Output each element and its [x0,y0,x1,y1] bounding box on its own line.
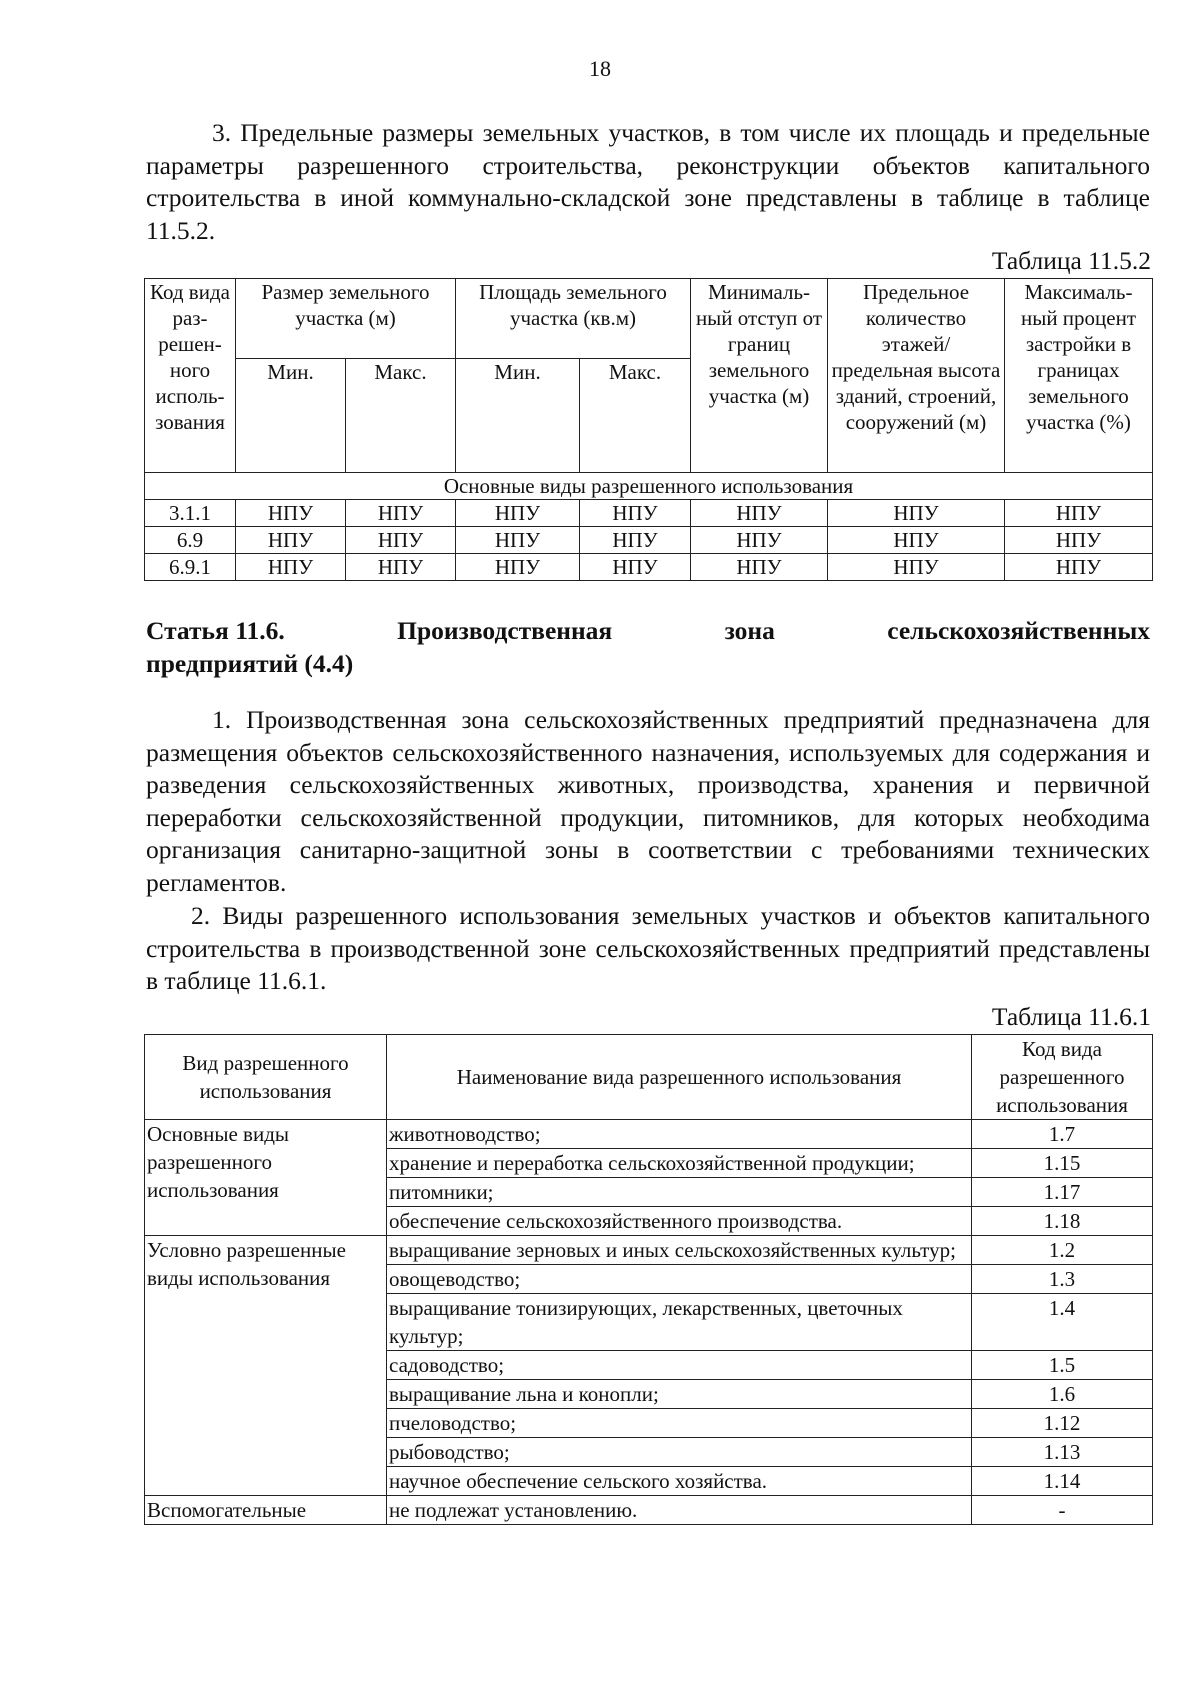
use-code: 1.6 [972,1380,1153,1409]
article-heading [146,615,1150,680]
use-name: овощеводство; [387,1265,972,1294]
table-11-6-1-caption: Таблица 11.6.1 [991,1002,1151,1031]
use-code: 1.13 [972,1438,1153,1467]
use-code: 1.15 [972,1149,1153,1178]
header-setback: Минималь-ный отступ от границ земельного участка (м) [691,279,828,473]
use-name: выращивание зерновых и иных сельскохозяйственных культур; [387,1236,972,1265]
use-code: 1.17 [972,1178,1153,1207]
use-code: 1.3 [972,1265,1153,1294]
table-row [145,1236,1153,1265]
header-floors: Предельное количество этажей/ предельная высота зданий, строений, сооружений (м) [828,279,1005,473]
paragraph-1: 1. Производственная зона сельскохозяйственных предприятий предназначена для размещения объектов сельскохозяйственного назначения, используемых для содержания и разведения сельскохозяйственных животных, производства, хранения и первичной переработки сельскохозяйственной продукции, питомников, для которых необходима организация санитарно-защитной зоны в соответствии с требованиями технических регламентов. [146,705,1150,897]
use-name: пчеловодство; [387,1409,972,1438]
use-code: - [972,1496,1153,1525]
use-name: питомники; [387,1178,972,1207]
group-label: Условно разрешенные виды использования [145,1236,387,1496]
use-name: выращивание тонизирующих, лекарственных, цветочных культур; [387,1294,972,1351]
use-name: хранение и переработка сельскохозяйственной продукции; [387,1149,972,1178]
header-name: Наименование вида разрешенного использования [387,1035,972,1120]
header-percent: Максималь-ный процент застройки в границах земельного участка (%) [1005,279,1153,473]
use-name: обеспечение сельскохозяйственного производства. [387,1207,972,1236]
section-row: Основные виды разрешенного использования [145,473,1153,500]
heading-word: Производственная [397,616,613,645]
table-11-6-1 [144,1034,1153,1525]
table-row [145,1120,1153,1149]
table-row: 6.9 НПУ НПУ НПУ НПУ НПУ НПУ НПУ [145,527,1153,554]
group-label: Основные виды разрешенного использования [145,1120,387,1236]
use-name: животноводство; [387,1120,972,1149]
table-row [145,1496,1153,1525]
use-code: 1.7 [972,1120,1153,1149]
heading-word: сельскохозяйственных [887,616,1150,645]
header-area: Площадь земельного участка (кв.м) [456,279,691,359]
header-code: Код вида разрешенного использования [972,1035,1153,1120]
header-size-min: Мин. [236,359,346,473]
use-code: 1.2 [972,1236,1153,1265]
page-number: 18 [589,56,611,81]
heading-line-2: предприятий (4.4) [146,648,354,678]
use-name: выращивание льна и конопли; [387,1380,972,1409]
paragraph-3: 3. Предельные размеры земельных участков, в том числе их площадь и предельные параметры разрешенного строительства, реконструкции объектов капитального строительства в иной коммунально-складской зоне представлены в таблице в таблице 11.5.2. [146,118,1150,245]
use-code: 1.18 [972,1207,1153,1236]
use-code: 1.5 [972,1351,1153,1380]
header-kind: Вид разрешенного использования [145,1035,387,1120]
header-area-min: Мин. [456,359,580,473]
header-size: Размер земельного участка (м) [236,279,456,359]
use-code: 1.12 [972,1409,1153,1438]
use-name: не подлежат установлению. [387,1496,972,1525]
table-row: 3.1.1 НПУ НПУ НПУ НПУ НПУ НПУ НПУ [145,500,1153,527]
use-code: 1.14 [972,1467,1153,1496]
heading-word: зона [724,616,775,645]
header-code: Код вида раз-решен-ного исполь-зования [145,279,236,473]
table-11-5-2 [144,278,1153,581]
use-name: садоводство; [387,1351,972,1380]
paragraph-2: 2. Виды разрешенного использования земельных участков и объектов капитального строительства в производственной зоне сельскохозяйственных предприятий представлены в таблице 11.6.1. [146,901,1150,995]
table-11-5-2-caption: Таблица 11.5.2 [991,246,1151,275]
header-size-max: Макс. [346,359,456,473]
heading-word: Статья 11.6. [146,616,285,645]
use-code: 1.4 [972,1294,1153,1351]
group-label: Вспомогательные [145,1496,387,1525]
use-name: научное обеспечение сельского хозяйства. [387,1467,972,1496]
header-area-max: Макс. [580,359,691,473]
use-name: рыбоводство; [387,1438,972,1467]
table-row: 6.9.1 НПУ НПУ НПУ НПУ НПУ НПУ НПУ [145,554,1153,581]
